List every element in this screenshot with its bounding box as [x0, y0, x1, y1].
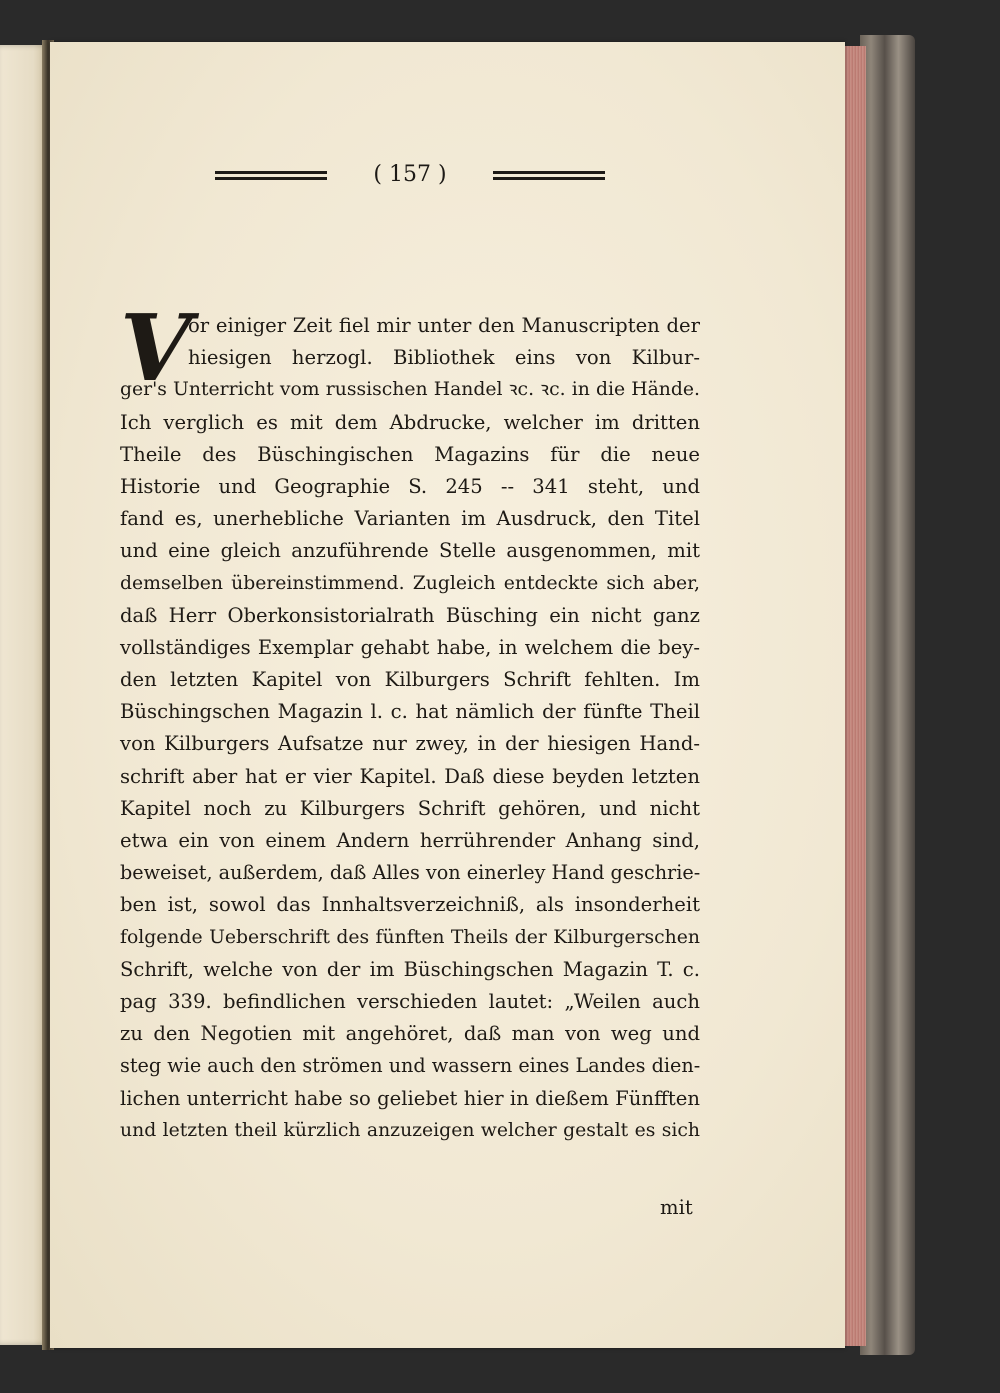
text-line: und eine gleich anzuführende Stelle ausgenommen, mit — [120, 539, 700, 563]
text-line: or einiger Zeit fiel mir unter den Manuscripten der — [188, 314, 700, 337]
text-line: demselben übereinstimmend. Zugleich entdeckte sich aber, — [120, 572, 700, 594]
text-line: von Kilburgers Aufsatze nur zwey, in der hiesigen Hand- — [120, 732, 700, 756]
text-line: Ich verglich es mit dem Abdrucke, welcher im dritten — [120, 410, 700, 434]
header-rule-right — [493, 171, 605, 180]
text-line: Theile des Büschingischen Magazins für die neue — [120, 442, 700, 466]
text-line: Schrift, welche von der im Büschingschen Magazin T. c. — [120, 957, 700, 981]
text-line: lichen unterricht habe so geliebet hier in dießem Fünfften — [120, 1086, 700, 1110]
text-line: hiesigen herzogl. Bibliothek eins von Kilbur- — [188, 346, 700, 370]
book-page — [50, 42, 845, 1348]
text-line: daß Herr Oberkonsistorialrath Büsching ein nicht ganz — [120, 603, 700, 627]
text-line: Historie und Geographie S. 245 -- 341 steht, und — [120, 474, 700, 498]
text-line: ben ist, sowol das Innhaltsverzeichniß, als insonderheit — [120, 893, 700, 917]
text-line: Büschingschen Magazin l. c. hat nämlich der fünfte Theil — [120, 700, 700, 724]
text-line: etwa ein von einem Andern herrührender Anhang sind, — [120, 829, 700, 852]
drop-cap: V — [120, 294, 192, 402]
header-rule-left — [215, 171, 327, 180]
book-cover-edge — [860, 35, 915, 1355]
text-line: folgende Ueberschrift des fünften Theils der Kilburgerschen — [120, 926, 700, 948]
text-line: ger's Unterricht vom russischen Handel ꝛc. ꝛc. in die Hände. — [120, 379, 700, 401]
page-header — [215, 162, 605, 188]
body-text — [120, 294, 701, 1147]
text-line: beweiset, außerdem, daß Alles von einerley Hand geschrie- — [120, 861, 701, 885]
text-line: steg wie auch den strömen und wassern eines Landes dien- — [120, 1054, 701, 1078]
page-number: ( 157 ) — [373, 162, 447, 187]
text-line: fand es, unerhebliche Varianten im Ausdruck, den Titel — [120, 507, 700, 531]
text-line: schrift aber hat er vier Kapitel. Daß diese beyden letzten — [120, 764, 700, 788]
catchword: mit — [660, 1196, 693, 1219]
text-line: zu den Negotien mit angehöret, daß man von weg und — [120, 1022, 700, 1046]
left-page-edge — [0, 45, 48, 1345]
text-line: pag 339. befindlichen verschieden lautet: „Weilen auch — [120, 989, 700, 1013]
page-edges — [842, 46, 866, 1346]
text-line: Kapitel noch zu Kilburgers Schrift gehören, und nicht — [120, 796, 700, 820]
text-line: den letzten Kapitel von Kilburgers Schrift fehlten. Im — [120, 668, 700, 692]
text-line: und letzten theil kürzlich anzuzeigen welcher gestalt es sich — [120, 1119, 700, 1141]
text-line: vollständiges Exemplar gehabt habe, in welchem die bey- — [120, 635, 700, 659]
